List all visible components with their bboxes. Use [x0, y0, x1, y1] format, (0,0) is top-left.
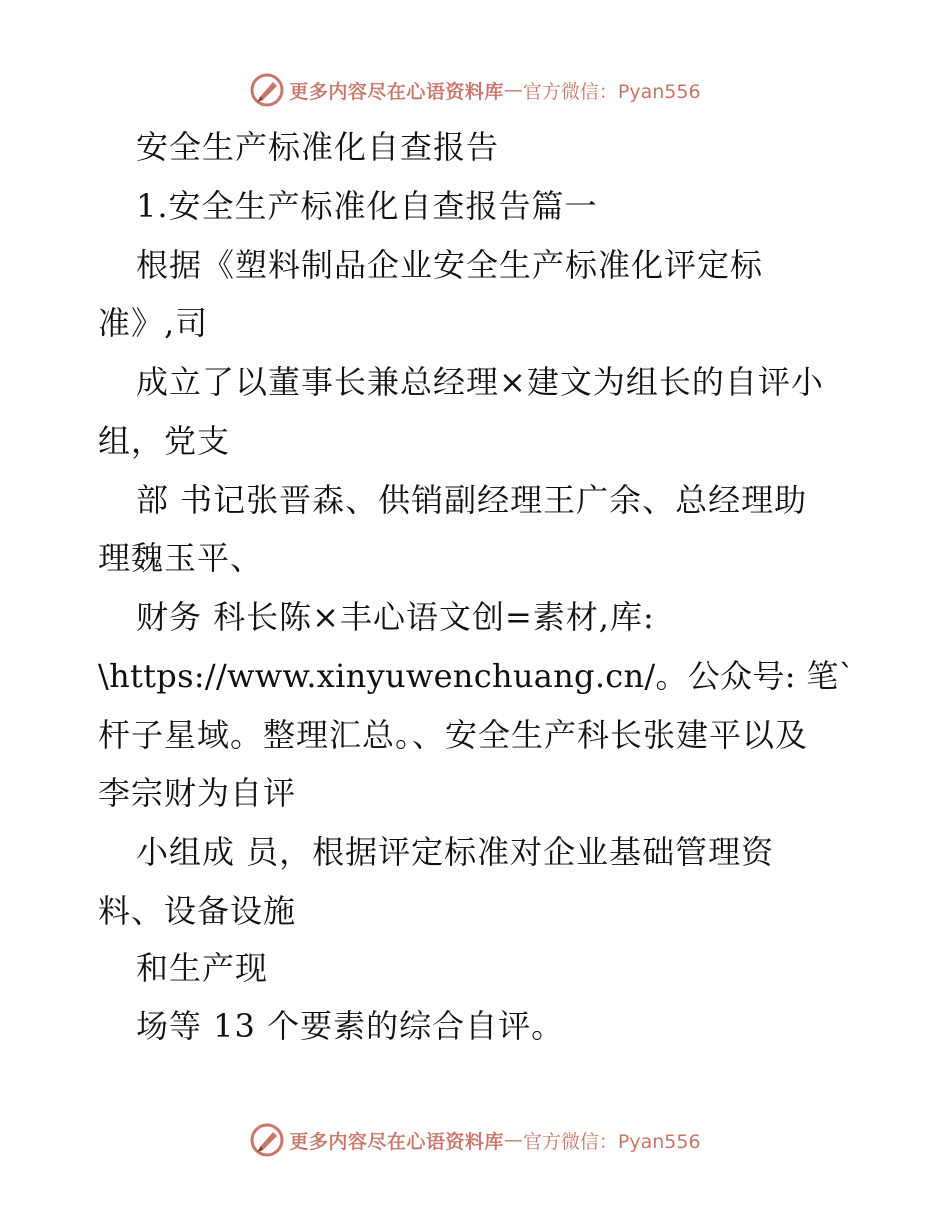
pen-logo-icon: [249, 1122, 285, 1158]
doc-line: 场等 13 个要素的综合自评。: [136, 1007, 565, 1045]
header-banner-contact: 官方微信：Pyan556: [522, 80, 701, 103]
doc-line: 成立了以董事长兼总经理×建文为组长的自评小: [136, 363, 824, 401]
doc-line: 杆子星域。整理汇总。、安全生产科长张建平以及: [98, 716, 809, 754]
footer-banner-text: 更多内容尽在心语资料库: [289, 1130, 504, 1153]
doc-title: 安全生产标准化自查报告: [136, 128, 500, 166]
doc-line: 组，党支: [98, 422, 231, 460]
doc-heading: 1.安全生产标准化自查报告篇一: [136, 187, 598, 225]
doc-line: 准》,司: [98, 304, 209, 342]
header-banner: [0, 70, 950, 110]
doc-line: 财务 科长陈×丰心语文创=素材,库:: [136, 598, 655, 636]
doc-line: 根据《塑料制品企业安全生产标准化评定标: [136, 246, 764, 284]
doc-url-line: \https://www.xinyuwenchuang.cn/。公众号: 笔`: [98, 657, 855, 695]
footer-banner: [0, 1120, 950, 1160]
doc-line: 理魏玉平、: [98, 539, 264, 577]
doc-line: 小组成 员，根据评定标准对企业基础管理资: [136, 833, 775, 871]
footer-banner-contact: 官方微信：Pyan556: [522, 1130, 701, 1153]
header-banner-text: 更多内容尽在心语资料库: [289, 80, 504, 103]
header-banner-separator: —: [503, 79, 523, 101]
pen-logo-icon: [249, 72, 285, 108]
doc-line: 部 书记张晋森、供销副经理王广余、总经理助: [136, 481, 808, 519]
doc-line: 李宗财为自评: [98, 774, 297, 812]
footer-banner-separator: —: [503, 1129, 523, 1151]
doc-line: 和生产现: [136, 949, 269, 987]
doc-line: 料、设备设施: [98, 892, 297, 930]
